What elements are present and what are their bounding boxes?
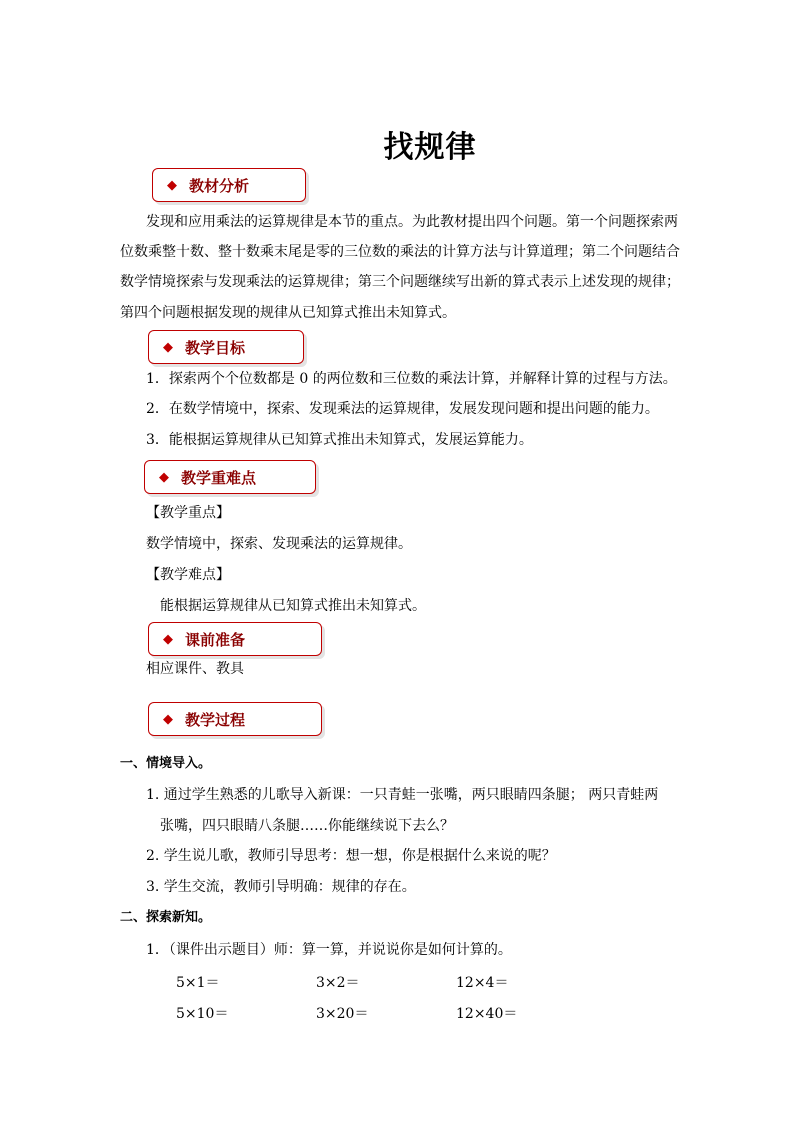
section-header-key-points: [144, 460, 316, 494]
focus-label: 【教学重点】: [146, 505, 230, 521]
part2-heading: 二、探索新知。: [120, 910, 212, 925]
process-item: 张嘴，四只眼睛八条腿……你能继续说下去么？: [160, 818, 454, 834]
section-label: 教学过程: [185, 710, 246, 729]
diamond-bullet-icon: ◆: [159, 469, 169, 485]
preparation-text: 相应课件、教具: [146, 661, 244, 677]
equation: 3×20＝: [316, 1006, 369, 1022]
section-header-objectives: [148, 330, 304, 364]
equation: 3×2＝: [316, 975, 360, 991]
section-label: 教材分析: [189, 176, 250, 195]
diamond-bullet-icon: ◆: [167, 177, 177, 193]
section-label: 教学重难点: [181, 468, 257, 487]
section-header-preparation: [148, 622, 322, 656]
focus-text: 数学情境中，探索、发现乘法的运算规律。: [146, 536, 412, 552]
process-item: 1. 通过学生熟悉的儿歌导入新课：一只青蛙一张嘴，两只眼睛四条腿； 两只青蛙两: [146, 787, 659, 803]
equation: 5×1＝: [176, 975, 220, 991]
section-header-analysis: [152, 168, 306, 202]
diamond-bullet-icon: ◆: [163, 711, 173, 727]
objective-item: 2．在数学情境中，探索、发现乘法的运算规律，发展发现问题和提出问题的能力。: [146, 401, 659, 417]
page-title: 找规律: [383, 130, 477, 165]
difficulty-label: 【教学难点】: [146, 567, 230, 583]
section-label: 教学目标: [185, 338, 246, 357]
analysis-line: 数学情境探索与发现乘法的运算规律；第三个问题继续写出新的算式表示上述发现的规律；: [120, 274, 680, 290]
section-label: 课前准备: [185, 630, 246, 649]
part1-heading: 一、情境导入。: [120, 756, 212, 771]
diamond-bullet-icon: ◆: [163, 631, 173, 647]
analysis-line: 位数乘整十数、整十数乘末尾是零的三位数的乘法的计算方法与计算道理；第二个问题结合: [120, 244, 680, 260]
equation: 5×10＝: [176, 1006, 229, 1022]
objective-item: 1．探索两个个位数都是 0 的两位数和三位数的乘法计算，并解释计算的过程与方法。: [146, 371, 677, 387]
analysis-line: 第四个问题根据发现的规律从已知算式推出未知算式。: [120, 305, 456, 321]
analysis-line: 发现和应用乘法的运算规律是本节的重点。为此教材提出四个问题。第一个问题探索两: [146, 214, 678, 230]
section-header-process: [148, 702, 322, 736]
process-item: 3. 学生交流，教师引导明确：规律的存在。: [146, 879, 416, 895]
process-item: 2. 学生说儿歌，教师引导思考：想一想，你是根据什么来说的呢？: [146, 848, 556, 864]
diamond-bullet-icon: ◆: [163, 339, 173, 355]
process-item: 1．（课件出示题目）师：算一算，并说说你是如何计算的。: [146, 942, 512, 958]
difficulty-text: 能根据运算规律从已知算式推出未知算式。: [160, 598, 426, 614]
objective-item: 3．能根据运算规律从已知算式推出未知算式，发展运算能力。: [146, 432, 533, 448]
equation: 12×40＝: [456, 1006, 518, 1022]
equation: 12×4＝: [456, 975, 509, 991]
